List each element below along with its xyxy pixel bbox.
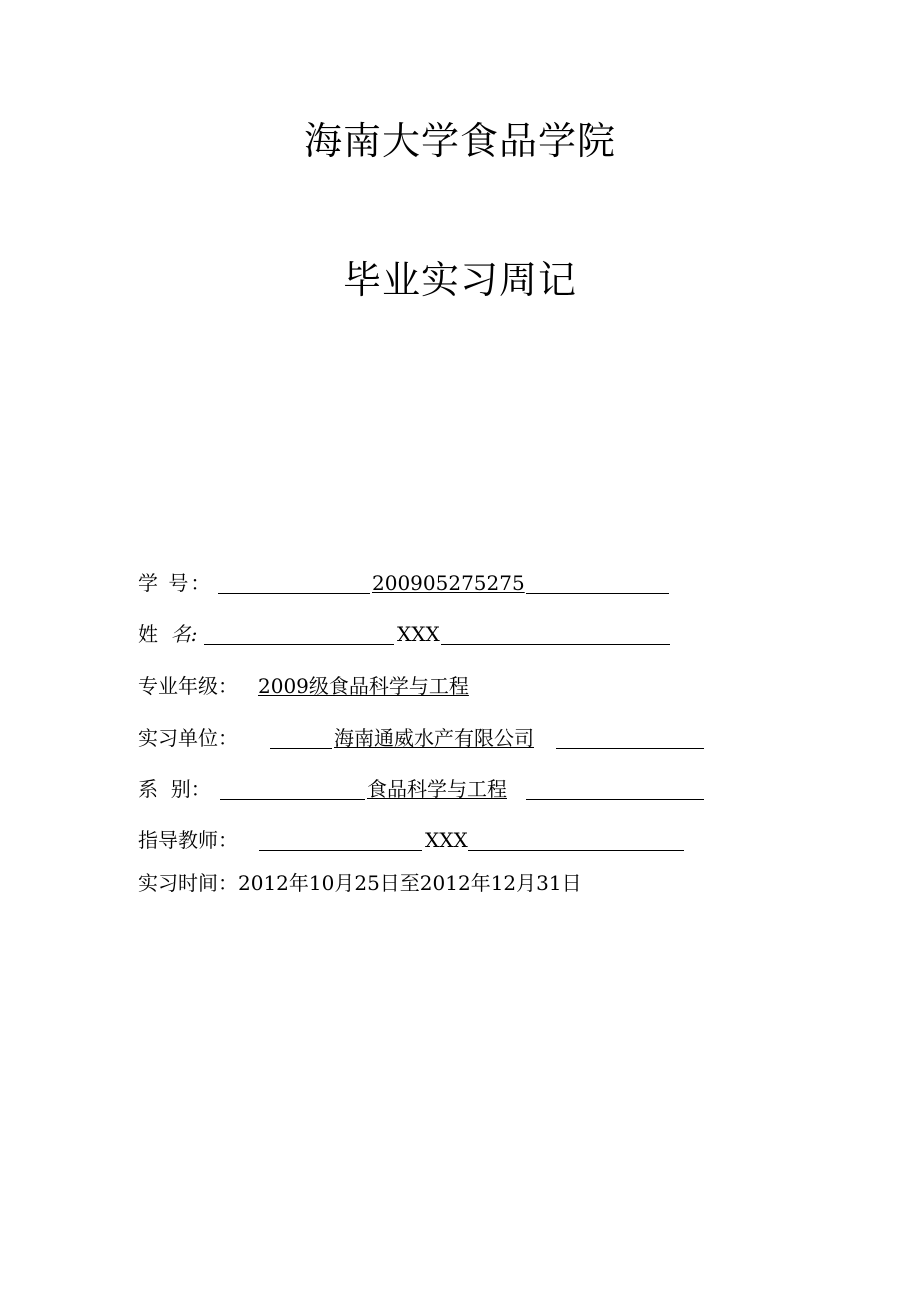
unit-value: 海南通威水产有限公司: [334, 726, 534, 750]
student-id-underline-right: [526, 593, 669, 594]
department-underline-left: [220, 799, 365, 800]
major-year-label: 专业年级：: [138, 674, 238, 698]
document-title: 毕业实习周记: [342, 258, 577, 302]
school-title: 海南大学食品学院: [303, 119, 616, 163]
department-label: 系 别：: [138, 777, 211, 801]
department-underline-right: [526, 799, 704, 800]
field-major-year: [138, 673, 538, 699]
unit-underline-right: [556, 748, 704, 749]
field-period: [138, 870, 638, 896]
name-label-main: 姓: [138, 622, 171, 646]
field-unit: [138, 725, 708, 751]
student-id-label: 学 号：: [138, 571, 213, 595]
period-value: 2012年10月25日至2012年12月31日: [238, 871, 582, 895]
name-label-italic: 名:: [170, 622, 198, 646]
department-value: 食品科学与工程: [367, 777, 507, 801]
name-underline-left: [204, 644, 394, 645]
advisor-label: 指导教师：: [138, 828, 238, 852]
field-advisor: [138, 827, 698, 853]
unit-label: 实习单位：: [138, 726, 238, 750]
field-department: [138, 776, 708, 802]
field-student-id: [138, 570, 678, 596]
field-name: [138, 621, 678, 647]
unit-underline-left: [270, 748, 332, 749]
advisor-underline-right: [468, 850, 684, 851]
advisor-underline-left: [259, 850, 422, 851]
advisor-value: XXX: [425, 828, 468, 852]
major-year-value: 2009级食品科学与工程: [258, 674, 469, 698]
name-value: XXX: [397, 622, 440, 646]
student-id-value: 200905275275: [372, 571, 525, 595]
period-label: 实习时间：: [138, 871, 238, 895]
name-underline-right: [441, 644, 670, 645]
name-label: [138, 621, 197, 647]
student-id-underline-left: [218, 593, 370, 594]
